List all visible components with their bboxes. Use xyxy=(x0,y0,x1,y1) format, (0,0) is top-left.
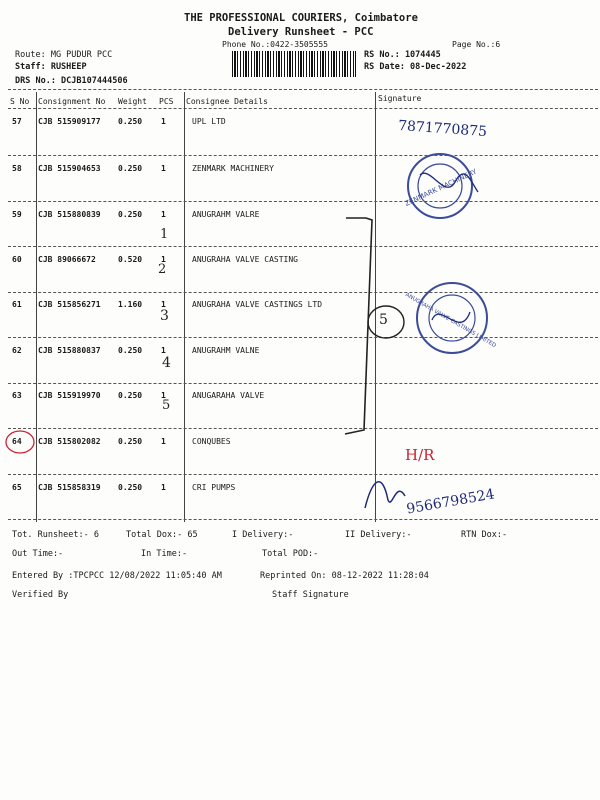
row-sno: 59 xyxy=(12,210,22,219)
row-weight: 0.250 xyxy=(118,117,143,126)
row-consignee: ANUGRAHM VALNE xyxy=(192,346,260,355)
row-sno: 64 xyxy=(12,437,22,446)
svg-text:ANUGRAHA VALVE CASTINGS LIMITE: ANUGRAHA VALVE CASTINGS LIMITED xyxy=(404,292,497,350)
row-consignment: CJB 515919970 xyxy=(38,391,101,400)
svg-text:ZENMARK MACHINERY: ZENMARK MACHINERY xyxy=(403,167,478,208)
row-pcs: 1 xyxy=(161,210,166,219)
row-divider xyxy=(8,337,598,338)
row-divider xyxy=(8,474,598,475)
row-sno: 58 xyxy=(12,164,22,173)
drs-number: DRS No.: DCJB107444506 xyxy=(15,76,128,86)
bracket-mark xyxy=(345,218,372,434)
row-consignee: ANUGRAHA VALVE CASTING xyxy=(192,255,298,264)
row-weight: 0.250 xyxy=(118,391,143,400)
rtn-dox: RTN Dox:- xyxy=(461,530,508,540)
row-consignment: CJB 515802082 xyxy=(38,437,101,446)
row-divider xyxy=(8,246,598,247)
row-divider xyxy=(8,383,598,384)
row-consignee: CONQUBES xyxy=(192,437,231,446)
row-sno: 63 xyxy=(12,391,22,400)
row-consignment: CJB 515880837 xyxy=(38,346,101,355)
row-weight: 0.520 xyxy=(118,255,143,264)
out-time: Out Time:- xyxy=(12,549,64,559)
row-weight: 1.160 xyxy=(118,300,143,309)
company-title: THE PROFESSIONAL COURIERS, Coimbatore xyxy=(184,12,418,24)
col-consignee: Consignee Details xyxy=(186,97,268,106)
phone-number: Phone No.:0422-3505555 xyxy=(222,40,328,49)
total-pod: Total POD:- xyxy=(262,549,319,559)
row-consignee: UPL LTD xyxy=(192,117,226,126)
signature-mark xyxy=(432,312,470,322)
col-weight: Weight xyxy=(118,97,147,106)
row-consignee: ANUGARAHA VALVE xyxy=(192,391,265,400)
handwritten-phone-2: 9566798524 xyxy=(405,486,496,518)
total-dox: Total Dox:- 65 xyxy=(126,530,198,540)
row-sno: 65 xyxy=(12,483,22,492)
col-sno: S No xyxy=(10,97,30,106)
col-pcs: PCS xyxy=(159,97,174,106)
handwritten-count-1: 1 xyxy=(160,227,169,242)
row-pcs: 1 xyxy=(161,164,166,173)
row-pcs: 1 xyxy=(161,391,166,400)
entered-by: Entered By :TPCPCC 12/08/2022 11:05:40 AM xyxy=(12,571,222,581)
handwritten-count-5: 5 xyxy=(162,398,171,413)
row-consignment: CJB 515880839 xyxy=(38,210,101,219)
tot-runsheet: Tot. Runsheet:- 6 xyxy=(12,530,99,540)
reprinted-on: Reprinted On: 08-12-2022 11:28:04 xyxy=(260,571,429,581)
circled-total: 5 xyxy=(379,312,388,328)
row-pcs: 1 xyxy=(161,255,166,264)
row-sno: 61 xyxy=(12,300,22,309)
signature-mark xyxy=(420,173,478,192)
handwritten-count-3: 3 xyxy=(160,308,169,324)
col-consignment: Consignment No xyxy=(38,97,106,106)
column-line xyxy=(375,92,376,522)
row-divider xyxy=(8,428,598,429)
verified-by: Verified By xyxy=(12,590,69,600)
company-stamp-1 xyxy=(404,154,479,218)
staff-signature-label: Staff Signature xyxy=(272,590,349,600)
row-consignee: ANUGRAHM VALRE xyxy=(192,210,260,219)
divider xyxy=(8,89,598,90)
row-consignment: CJB 515904653 xyxy=(38,164,101,173)
column-line xyxy=(184,92,185,522)
row-sno: 57 xyxy=(12,117,22,126)
row-consignment: CJB 515858319 xyxy=(38,483,101,492)
row-divider xyxy=(8,519,598,520)
row-consignment: CJB 515856271 xyxy=(38,300,101,309)
row-divider xyxy=(8,155,598,156)
row-pcs: 1 xyxy=(161,300,166,309)
row-sno: 62 xyxy=(12,346,22,355)
rs-number: RS No.: 1074445 xyxy=(364,50,441,60)
column-line xyxy=(36,92,37,522)
row-divider xyxy=(8,201,598,202)
page-number: Page No.:6 xyxy=(452,40,501,49)
signature-mark xyxy=(365,482,405,508)
row-pcs: 1 xyxy=(161,346,166,355)
row-divider xyxy=(8,292,598,293)
row-pcs: 1 xyxy=(161,483,166,492)
in-time: In Time:- xyxy=(141,549,188,559)
row-weight: 0.250 xyxy=(118,483,143,492)
row-sno: 60 xyxy=(12,255,22,264)
route-label: Route: MG PUDUR PCC xyxy=(15,50,113,60)
divider xyxy=(8,108,598,109)
row-consignment: CJB 515909177 xyxy=(38,117,101,126)
rs-date: RS Date: 08-Dec-2022 xyxy=(364,62,467,72)
ii-delivery: II Delivery:- xyxy=(345,530,412,540)
row-consignment: CJB 89066672 xyxy=(38,255,96,264)
col-signature: Signature xyxy=(378,94,422,103)
staff-label: Staff: RUSHEEP xyxy=(15,62,87,72)
red-handwritten-note: H/R xyxy=(405,446,435,464)
handwritten-count-4: 4 xyxy=(162,355,171,371)
runsheet-subtitle: Delivery Runsheet - PCC xyxy=(228,26,374,38)
row-weight: 0.250 xyxy=(118,437,143,446)
handwritten-phone-1: 7871770875 xyxy=(397,117,488,141)
handwritten-count-2: 2 xyxy=(158,262,167,277)
row-weight: 0.250 xyxy=(118,164,143,173)
row-weight: 0.250 xyxy=(118,210,143,219)
row-pcs: 1 xyxy=(161,117,166,126)
barcode xyxy=(232,51,356,77)
row-consignee: CRI PUMPS xyxy=(192,483,236,492)
row-pcs: 1 xyxy=(161,437,166,446)
row-weight: 0.250 xyxy=(118,346,143,355)
company-stamp-2 xyxy=(404,283,497,353)
i-delivery: I Delivery:- xyxy=(232,530,294,540)
row-consignee: ZENMARK MACHINERY xyxy=(192,164,274,173)
row-consignee: ANUGRAHA VALVE CASTINGS LTD xyxy=(192,300,323,309)
